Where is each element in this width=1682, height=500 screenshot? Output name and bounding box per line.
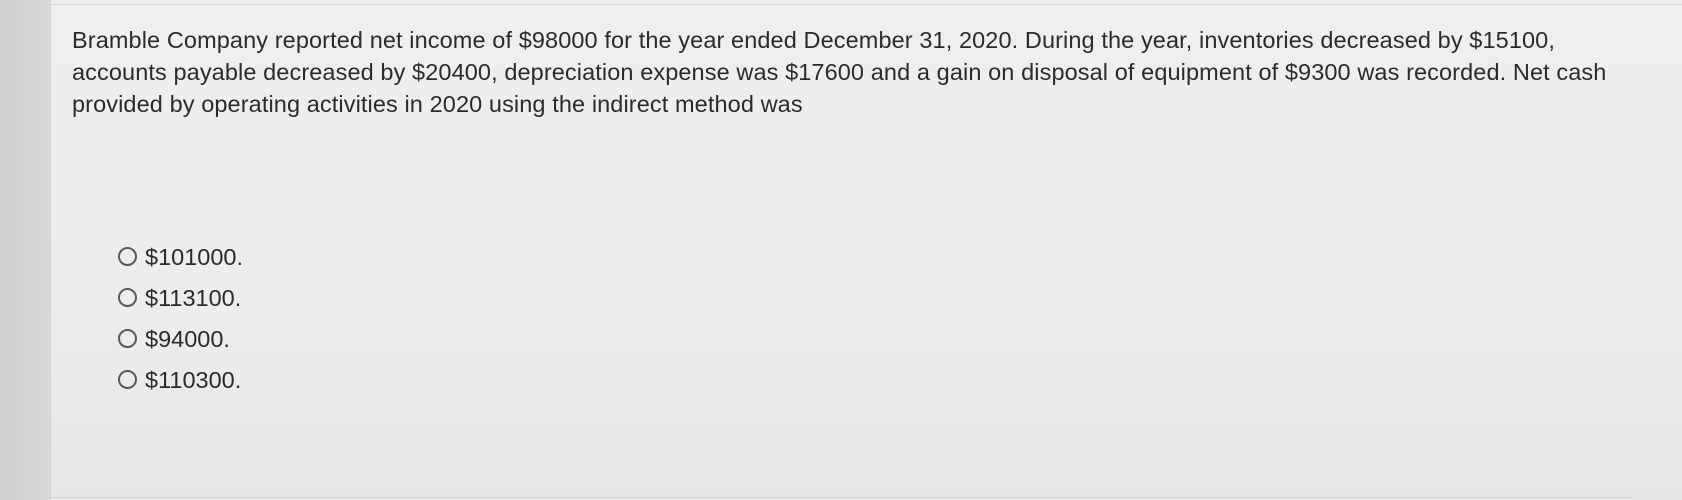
radio-button[interactable] [118, 329, 137, 348]
divider [50, 4, 1682, 5]
answer-option-3[interactable] [118, 318, 243, 359]
answer-option-1[interactable] [118, 236, 243, 277]
answer-option-label: $94000. [145, 325, 230, 352]
answer-options [118, 236, 243, 400]
answer-option-label: $101000. [145, 243, 244, 270]
radio-button[interactable] [118, 247, 137, 266]
answer-option-4[interactable] [118, 359, 243, 400]
page-margin [0, 0, 50, 500]
question-text: Bramble Company reported net income of $98000 for the year ended December 31, 2020. During the year, inventories decreased by $15100, accounts payable decreased by $20400, depreciation expense was $17600 and a gain on disposal of equipment of $9300 was recorded. Net cash provided by operating activities in 2020 using the indirect method was [72, 27, 1607, 117]
radio-button[interactable] [118, 370, 137, 389]
divider [50, 497, 1632, 498]
answer-option-2[interactable] [118, 277, 243, 318]
answer-option-label: $110300. [145, 366, 242, 393]
answer-option-label: $113100. [145, 284, 242, 311]
radio-button[interactable] [118, 288, 137, 307]
